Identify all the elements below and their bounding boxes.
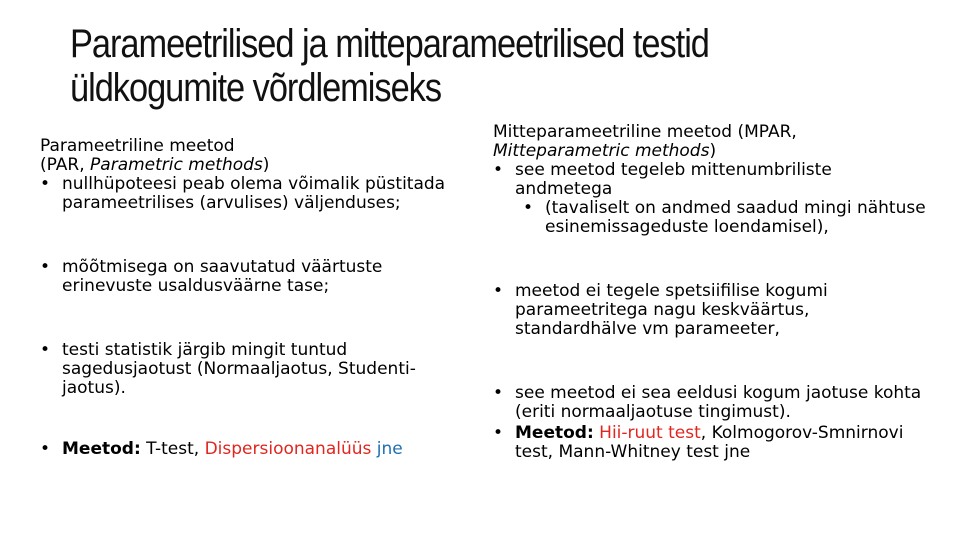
bullet-dot: • (493, 423, 504, 443)
left-bullet-2-text: mõõtmisega on saavutatud väärtuste erinevuste usaldusväärne tase; (62, 257, 383, 296)
left-bullet-1-text: nullhüpoteesi peab olema võimalik püstitada parameetrilises (arvulises) väljenduses; (62, 174, 446, 213)
left-method-anova: Dispersioonanalüüs (204, 439, 372, 459)
bullet-dot: • (493, 383, 504, 403)
left-method-etc: jne (371, 439, 403, 459)
right-method (493, 424, 933, 462)
right-bullet-1 (493, 161, 933, 199)
left-subheading-post: ) (262, 155, 270, 175)
bullet-dot: • (523, 198, 534, 218)
right-subheading (493, 142, 933, 161)
bullet-dot: • (40, 439, 51, 459)
left-heading: Parameetriline meetod (40, 136, 235, 156)
slide-title (70, 22, 818, 110)
left-bullet-1 (40, 175, 470, 213)
right-bullet-3-text: see meetod ei sea eeldusi kogum jaotuse kohta (eriti normaaljaotuse tingimust). (515, 383, 922, 422)
left-bullet-3-text: testi statistik järgib mingit tuntud sagedusjaotust (Normaaljaotus, Studenti-jaotus). (62, 340, 416, 398)
right-bullet-3 (493, 384, 933, 422)
right-method-others: , Kolmogorov-Smnirnovi test, Mann-Whitney test jne (515, 423, 904, 462)
right-bullet-2 (493, 282, 933, 339)
left-subheading (40, 156, 470, 175)
bullet-dot: • (40, 257, 51, 277)
left-bullet-2 (40, 258, 470, 296)
left-subheading-pre: (PAR, (40, 155, 91, 175)
right-subheading-post: ) (709, 141, 717, 161)
left-method-label: Meetod: (62, 439, 141, 459)
bullet-dot: • (493, 160, 504, 180)
bullet-dot: • (40, 174, 51, 194)
right-column (493, 123, 933, 462)
left-method-ttest: T-test, (140, 439, 205, 459)
right-method-chisq: Hii-ruut test (599, 423, 701, 443)
right-sub-bullet-1 (493, 199, 933, 237)
bullet-dot: • (40, 340, 51, 360)
left-column (40, 137, 470, 459)
left-method (40, 440, 470, 459)
right-sub-bullet-1-text: (tavaliselt on andmed saadud mingi nähtuse esinemissageduste loendamisel), (545, 198, 926, 237)
right-method-label: Meetod: (515, 423, 594, 443)
left-subheading-italic: Parametric methods (90, 155, 263, 175)
right-heading: Mitteparameetriline meetod (MPAR, (493, 122, 797, 142)
right-bullet-2-text: meetod ei tegele spetsiifilise kogumi parameetritega nagu keskväärtus, standardhälve vm parameeter, (515, 281, 828, 339)
right-bullet-1-text: see meetod tegeleb mittenumbriliste andmetega (515, 160, 832, 199)
title-line-1: Parameetrilised ja mitteparameetrilised testid (70, 22, 709, 66)
left-bullet-3 (40, 341, 470, 398)
title-line-2: üldkogumite võrdlemiseks (70, 66, 442, 110)
bullet-dot: • (493, 281, 504, 301)
right-subheading-italic: Mitteparametric methods (493, 141, 710, 161)
